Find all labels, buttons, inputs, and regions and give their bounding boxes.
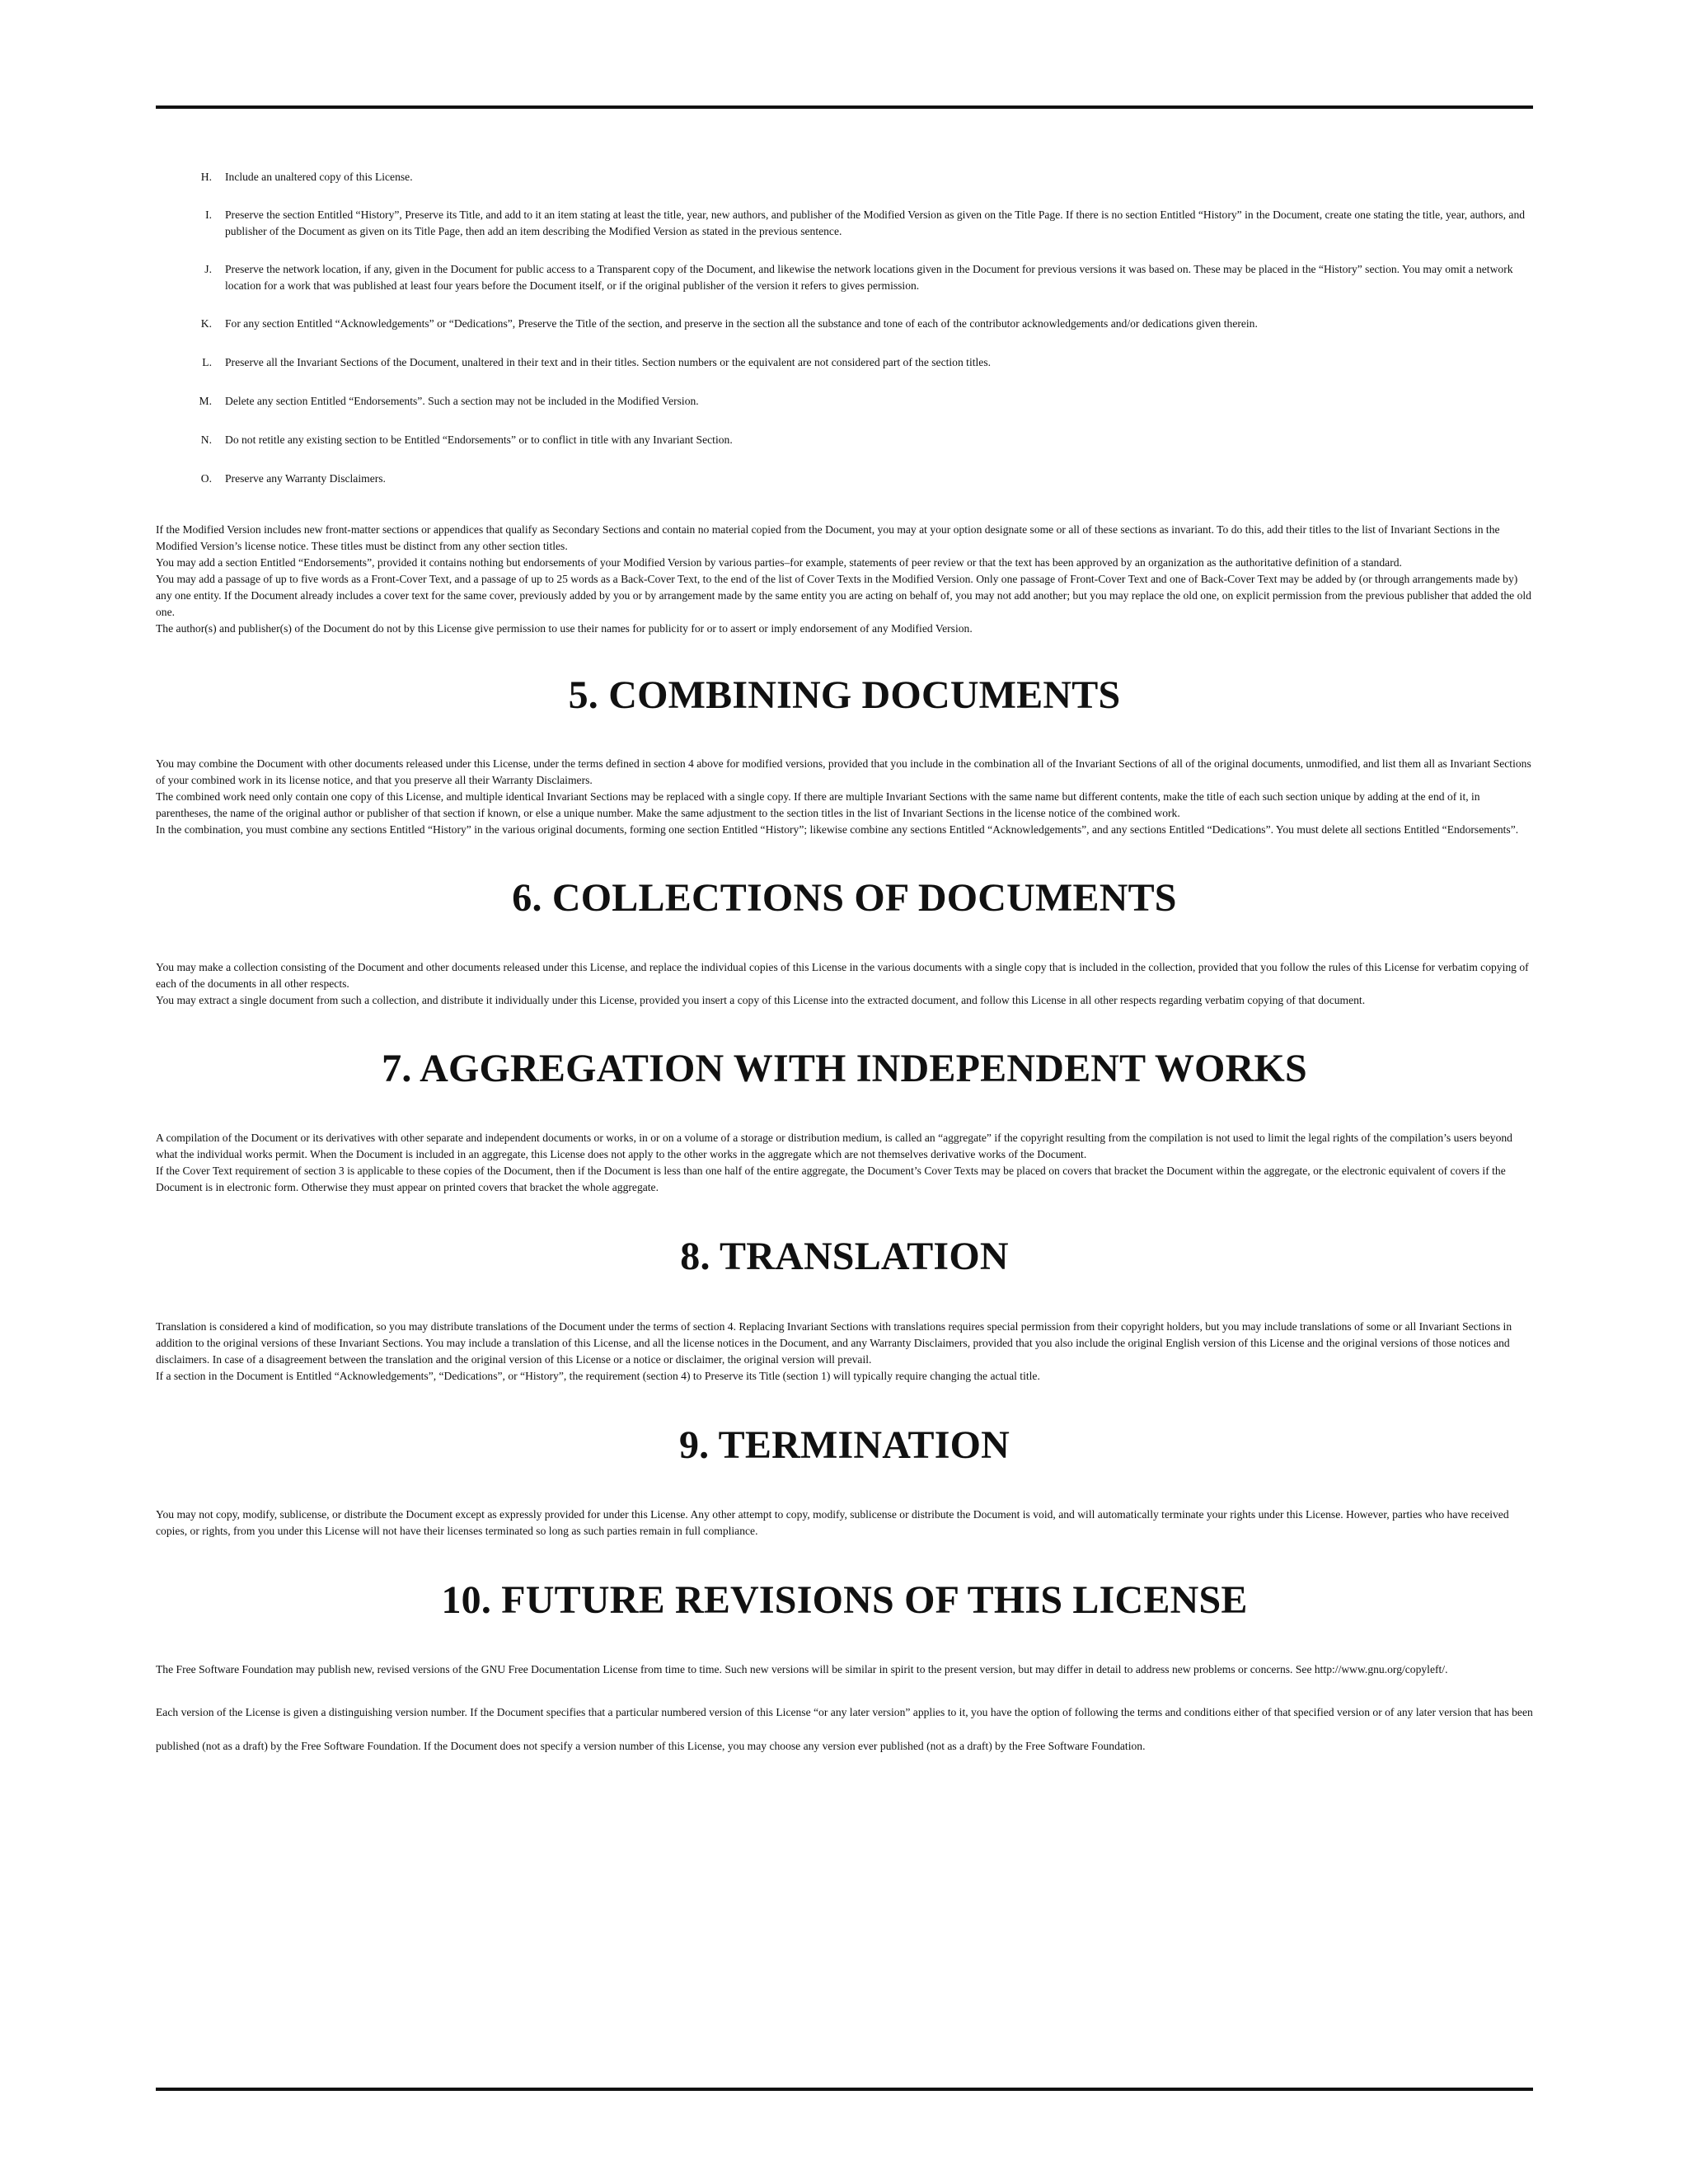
section-heading-translation: 8. TRANSLATION: [680, 1235, 1009, 1278]
list-item-text: Delete any section Entitled “Endorsements”. Such a section may not be included in the Modified Version.: [225, 395, 699, 407]
list-item: [156, 432, 1533, 448]
paragraph: You may not copy, modify, sublicense, or distribute the Document except as expressly provided for under this License. Any other attempt to copy, modify, sublicense or distribute the Document is void, and will automatically terminate your rights under this License. However, parties who have received copies, or rights, from you under this License will not have their licenses terminated so long as such parties remain in full compliance.: [156, 1508, 1509, 1537]
section-heading-future-revisions: 10. FUTURE REVISIONS OF THIS LICENSE: [441, 1578, 1248, 1622]
paragraph: If the Cover Text requirement of section 3 is applicable to these copies of the Document, then if the Document is less than one half of the entire aggregate, the Document’s Cover Texts may be placed on covers that bracket the Document within the aggregate, or the electronic equivalent of covers if the Document is in electronic form. Otherwise they must appear on printed covers that bracket the whole aggregate.: [156, 1165, 1506, 1193]
paragraph: If a section in the Document is Entitled “Acknowledgements”, “Dedications”, or “History”, the requirement (section 4) to Preserve its Title (section 1) will typically require changing the actual title.: [156, 1370, 1040, 1382]
list-item-letter: J.: [204, 263, 212, 275]
list-item-text: Include an unaltered copy of this License.: [225, 171, 413, 183]
list-item-text: Preserve all the Invariant Sections of the Document, unaltered in their text and in their titles. Section numbers or the equivalent are not considered part of the section titles.: [225, 356, 992, 368]
list-item-text: Preserve the network location, if any, given in the Document for public access to a Transparent copy of the Document, and likewise the network locations given in the Document for previous versions it was based on. These may be placed in the “History” section. You may omit a network location for a work that was published at least four years before the Document itself, or if the original publisher of the version it refers to gives permission.: [225, 263, 1513, 292]
section8-body: [156, 1319, 1533, 1385]
list-item: [156, 316, 1533, 332]
paragraph: Translation is considered a kind of modification, so you may distribute translations of the Document under the terms of section 4. Replacing Invariant Sections with translations requires special permission from their copyright holders, but you may include translations of some or all Invariant Sections in addition to the original versions of these Invariant Sections. You may include a translation of this License, and all the license notices in the Document, and any Warranty Disclaimers, provided that you also include the original English version of this License and the original versions of those notices and disclaimers. In case of a disagreement between the translation and the original version of this License or a notice or disclaimer, the original version will prevail.: [156, 1320, 1512, 1366]
list-item: [156, 393, 1533, 410]
list-item-letter: L.: [202, 356, 212, 368]
list-item-text: For any section Entitled “Acknowledgements” or “Dedications”, Preserve the Title of the section, and preserve in the section all the substance and tone of each of the contributor acknowledgements and/or dedications given therein.: [225, 317, 1258, 330]
paragraph: You may combine the Document with other documents released under this License, under the terms defined in section 4 above for modified versions, provided that you include in the combination all of the Invariant Sections of all of the original documents, unmodified, and list them all as Invariant Sections of your combined work in its license notice, and that you preserve all their Warranty Disclaimers.: [156, 757, 1531, 786]
bottom-rule: [156, 2088, 1533, 2091]
section5-body: [156, 756, 1533, 838]
section-heading-aggregation: 7. AGGREGATION WITH INDEPENDENT WORKS: [382, 1047, 1307, 1090]
list-item-letter: M.: [199, 395, 212, 407]
paragraph: You may extract a single document from such a collection, and distribute it individually under this License, provided you insert a copy of this License into the extracted document, and follow this License in all other respects regarding verbatim copying of that document.: [156, 994, 1366, 1006]
list-item-text: Preserve the section Entitled “History”, Preserve its Title, and add to it an item stating at least the title, year, new authors, and publisher of the Modified Version as given on the Title Page. If there is no section Entitled “History” in the Document, create one stating the title, year, authors, and publisher of the Document as given on its Title Page, then add an item describing the Modified Version as stated in the previous sentence.: [225, 209, 1526, 237]
list-item-letter: K.: [200, 317, 212, 330]
paragraph: You may make a collection consisting of the Document and other documents released under this License, and replace the individual copies of this License in the various documents with a single copy that is included in the collection, provided that you follow the rules of this License for verbatim copying of each of the documents in all other respects.: [156, 961, 1529, 990]
paragraph: If the Modified Version includes new front-matter sections or appendices that qualify as Secondary Sections and contain no material copied from the Document, you may at your option designate some or all of these sections as invariant. To do this, add their titles to the list of Invariant Sections in the Modified Version’s license notice. These titles must be distinct from any other section titles.: [156, 523, 1500, 552]
list-item-text: Preserve any Warranty Disclaimers.: [225, 472, 386, 485]
paragraph: You may add a section Entitled “Endorsements”, provided it contains nothing but endorsements of your Modified Version by various parties–for example, statements of peer review or that the text has been approved by an organization as the authoritative definition of a standard.: [156, 556, 1402, 569]
section-heading-collections-of-documents: 6. COLLECTIONS OF DOCUMENTS: [512, 876, 1177, 920]
list-item: [156, 207, 1533, 240]
section-heading-termination: 9. TERMINATION: [678, 1423, 1010, 1467]
modification-list: [156, 169, 1533, 487]
paragraph: The author(s) and publisher(s) of the Document do not by this License give permission to use their names for publicity for or to assert or imply endorsement of any Modified Version.: [156, 622, 973, 635]
list-item-letter: I.: [205, 209, 212, 221]
section-heading-combining-documents: 5. COMBINING DOCUMENTS: [568, 673, 1121, 717]
document-body: [156, 169, 1533, 1763]
list-item-letter: H.: [200, 171, 212, 183]
paragraph: In the combination, you must combine any sections Entitled “History” in the various original documents, forming one section Entitled “History”; likewise combine any sections Entitled “Acknowledgements”, and any sections Entitled “Dedications”. You must delete all sections Entitled “Endorsements”.: [156, 823, 1519, 836]
top-rule: [156, 105, 1533, 109]
paragraph: The Free Software Foundation may publish new, revised versions of the GNU Free Documentation License from time to time. Such new versions will be similar in spirit to the present version, but may differ in detail to address new problems or concerns. See http://www.gnu.org/copyleft/.: [156, 1663, 1448, 1675]
section10-body: [156, 1661, 1533, 1763]
section9-body: [156, 1507, 1533, 1540]
section4-tail: [156, 522, 1533, 637]
paragraph: You may add a passage of up to five words as a Front-Cover Text, and a passage of up to 25 words as a Back-Cover Text, to the end of the list of Cover Texts in the Modified Version. Only one passage of Front-Cover Text and one of Back-Cover Text may be added by (or through arrangements made by) any one entity. If the Document already includes a cover text for the same cover, previously added by you or by arrangement made by the same entity you are acting on behalf of, you may not add another; but you may replace the old one, on explicit permission from the previous publisher that added the old one.: [156, 573, 1531, 618]
section6-body: [156, 959, 1533, 1009]
paragraph: Each version of the License is given a distinguishing version number. If the Document specifies that a particular numbered version of this License “or any later version” applies to it, you have the option of following the terms and conditions either of that specified version or of any later version that has been published (not as a draft) by the Free Software Foundation. If the Document does not specify a version number of this License, you may choose any version ever published (not as a draft) by the Free Software Foundation.: [156, 1706, 1533, 1752]
list-item: [156, 354, 1533, 371]
paragraph: A compilation of the Document or its derivatives with other separate and independent documents or works, in or on a volume of a storage or distribution medium, is called an “aggregate” if the copyright resulting from the compilation is not used to limit the legal rights of the compilation’s users beyond what the individual works permit. When the Document is included in an aggregate, this License does not apply to the other works in the aggregate which are not themselves derivative works of the Document.: [156, 1132, 1512, 1160]
paragraph: The combined work need only contain one copy of this License, and multiple identical Invariant Sections may be replaced with a single copy. If there are multiple Invariant Sections with the same name but different contents, make the title of each such section unique by adding at the end of it, in parentheses, the name of the original author or publisher of that section if known, or else a unique number. Make the same adjustment to the section titles in the list of Invariant Sections in the license notice of the combined work.: [156, 790, 1480, 819]
list-item-letter: N.: [200, 434, 212, 446]
list-item: [156, 471, 1533, 487]
list-item-letter: O.: [200, 472, 212, 485]
list-item: [156, 169, 1533, 185]
list-item-text: Do not retitle any existing section to be Entitled “Endorsements” or to conflict in title with any Invariant Section.: [225, 434, 733, 446]
list-item: [156, 261, 1533, 294]
section7-body: [156, 1130, 1533, 1196]
